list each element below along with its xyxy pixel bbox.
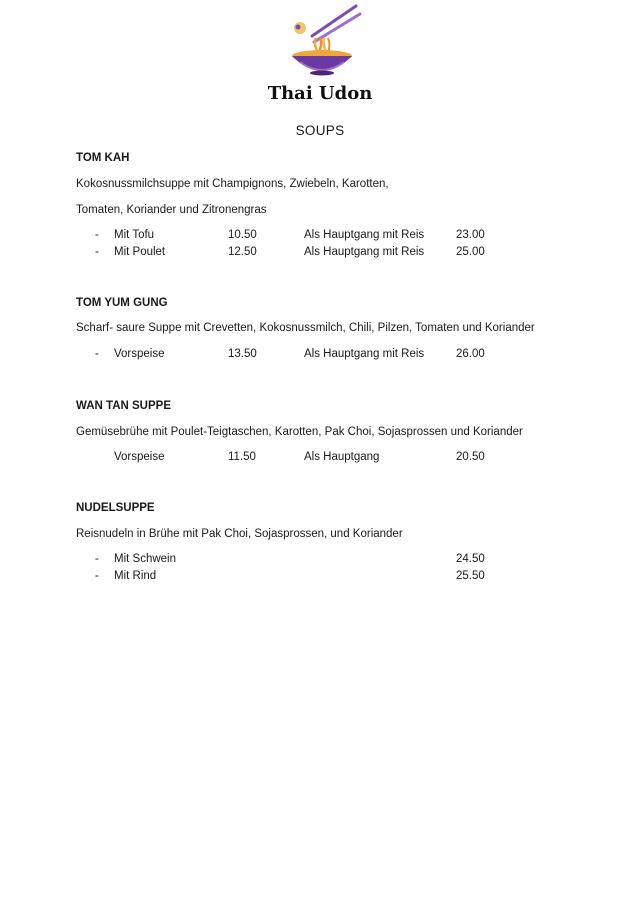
dish-description: Tomaten, Koriander und Zitronengras (76, 204, 267, 216)
price-row (76, 348, 556, 364)
option-price: 13.50 (228, 348, 257, 360)
main-course-label: Als Hauptgang mit Reis (304, 246, 425, 258)
price-row (76, 570, 556, 586)
option-price: 12.50 (228, 246, 257, 258)
option-label: Vorspeise (114, 348, 165, 360)
bullet-dash: - (95, 553, 99, 565)
option-label: Vorspeise (114, 451, 165, 463)
dish-name: NUDELSUPPE (76, 502, 155, 514)
main-course-label: Als Hauptgang mit Reis (304, 348, 425, 360)
dish-description: Scharf- saure Suppe mit Crevetten, Kokosnussmilch, Chili, Pilzen, Tomaten und Koriander (76, 322, 535, 334)
option-price: 10.50 (228, 229, 257, 241)
option-label: Mit Poulet (114, 246, 166, 258)
main-course-price: 25.00 (456, 246, 485, 258)
option-price: 11.50 (228, 451, 256, 463)
dish-description: Gemüsebrühe mit Poulet-Teigtaschen, Karotten, Pak Choi, Sojasprossen und Koriander (76, 426, 523, 438)
main-course-label: Als Hauptgang (304, 451, 380, 463)
main-course-price: 26.00 (456, 348, 485, 360)
bullet-dash: - (95, 570, 99, 582)
option-price: 24.50 (456, 553, 485, 565)
dish-name: TOM KAH (76, 152, 130, 164)
main-course-label: Als Hauptgang mit Reis (304, 229, 425, 241)
section-title: SOUPS (295, 123, 345, 138)
bullet-dash: - (95, 229, 99, 241)
bullet-dash: - (95, 348, 99, 360)
main-course-price: 20.50 (456, 451, 485, 463)
dish-name: WAN TAN SUPPE (76, 400, 171, 412)
noodle-bowl-logo-icon (282, 2, 362, 80)
restaurant-name: Thai Udon (267, 83, 373, 104)
option-label: Mit Tofu (114, 229, 155, 241)
price-row (76, 229, 556, 245)
price-row (76, 451, 556, 467)
dish-name: TOM YUM GUNG (76, 297, 168, 309)
dish-description: Kokosnussmilchsuppe mit Champignons, Zwiebeln, Karotten, (76, 178, 389, 190)
option-label: Mit Schwein (114, 553, 176, 565)
price-row (76, 246, 556, 262)
bullet-dash: - (95, 246, 99, 258)
price-row (76, 553, 556, 569)
main-course-price: 23.00 (456, 229, 485, 241)
dish-description: Reisnudeln in Brühe mit Pak Choi, Sojasprossen, und Koriander (76, 528, 403, 540)
option-price: 25.50 (456, 570, 485, 582)
option-label: Mit Rind (114, 570, 157, 582)
